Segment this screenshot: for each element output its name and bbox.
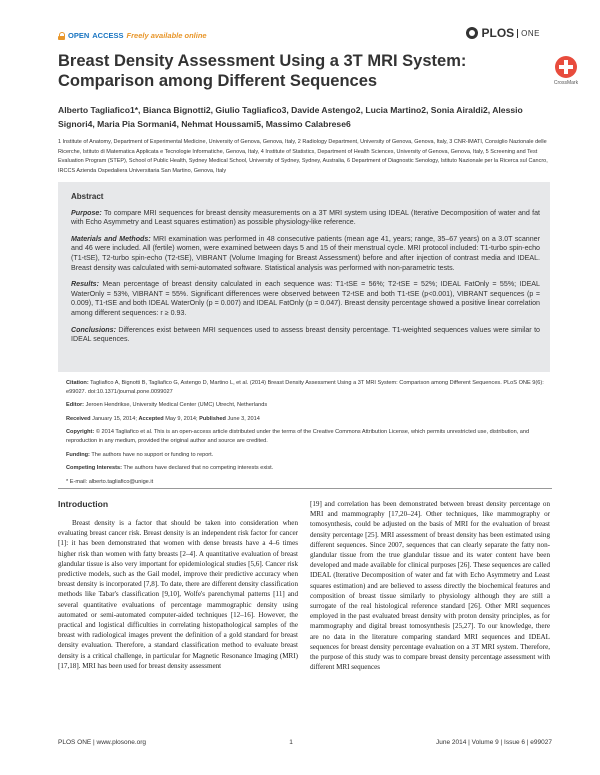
citation-label: Citation:	[66, 380, 89, 386]
article-metadata	[66, 379, 546, 491]
journal-logo	[466, 26, 540, 40]
intro-column-left: Breast density is a factor that should be taken into consideration when evaluating breast cancer risk. Breast density is an independent risk factor for cancer [1]: it has been demonstrated that women with dense breasts have a 4–6 times higher risk than women with fatty breasts [2–4]. A quantitative evaluation of breast glandular tissue is also very important for epidemiological studies [5,6]. Cancer risk predictive models, such as the Gail model, improve their predictive accuracy when breast density is incorporated [7,8]. To date, there are different density classification methods like Tabar's classification [9,10], Wolfe's parenchymal patterns [11] and several quantitative evaluations of percentage mammographic density using automated or semi-automated computer-aided techniques [12–16]. However, the practical and logistical difficulties in correlating histopathological samples of the breast with radiological images prevent the definition of a gold standard for breast density evaluation. Therefore, a standard classification method to evaluate breast density is a critical challenge, in particular for Magnetic Resonance Imaging (MRI)[17,18]. MRI has been used for breast density assessment	[58, 519, 298, 670]
author-list: Alberto Tagliafico1*, Bianca Bignotti2, Giulio Tagliafico3, Davide Astengo2, Lucia Martino2, Sonia Airaldi2, Alessio Signori4, Maria Pia Sormani4, Nehmat Houssami5, Massimo Calabrese6	[58, 105, 523, 129]
citation	[66, 379, 546, 396]
results-label: Results:	[71, 280, 99, 289]
abstract-conclusions	[71, 326, 540, 345]
editor	[66, 401, 546, 410]
conclusions-text: Differences exist between MRI sequences used to assess breast density percentage. T1-weighted sequences values were similar to IDEAL sequences.	[71, 325, 540, 344]
access-word: ACCESS	[92, 31, 124, 40]
dates	[66, 415, 546, 424]
methods-label: Materials and Methods:	[71, 234, 151, 243]
footer-journal: PLOS ONE | www.plosone.org	[58, 739, 147, 746]
funding-label: Funding:	[66, 451, 90, 458]
crossmark-icon[interactable]	[555, 56, 577, 78]
journal-name: PLOS	[481, 26, 515, 40]
affiliations: 1 Institute of Anatomy, Department of Experimental Medicine, University of Genova, Genova, Italy, 2 Radiology Department, University of Genova, Genova, Italy, 3 CNR-IMATI, Consiglio Nazionale delle Ricerche, Istituto di Matematica Applicata e Tecnologie Informatiche, Genova, Italy, 4 Institute of Statistics, Department of Health Sciences, University of Genova, Genova, Italy, 5 Screening and Test Evaluation Program (STEP), School of Public Health, Sydney Medical School, University of Sydney, Sydney, Australia, 6 Department of Diagnostic Senology, Istituto Nazionale per la Ricerca sul Cancro, IRCCS Azienda Ospedaliera Universitaria San Martino, Genova, Italy	[58, 139, 548, 174]
contact-email: * E-mail: alberto.tagliafico@unige.it	[66, 478, 154, 485]
open-access-badge	[58, 31, 207, 40]
abstract-heading: Abstract	[71, 192, 104, 201]
copyright	[66, 428, 546, 445]
copyright-label: Copyright:	[66, 429, 95, 436]
competing-text: The authors have declared that no competing interests exist.	[123, 465, 274, 472]
editor-label: Editor:	[66, 402, 85, 409]
intro-column-right: [19] and correlation has been demonstrated between breast density percentage on MRI and mammography [17,20–24]. Other techniques, like mammography or tomosynthesis, could be adjusted on the basis of MRI for the evaluation of breast density percentage [25]. MRI assessment of breast density has been estimated using different sequences. Since 2007, sequences that can clearly separate the fatty non-glandular tissue from the true glandular tissue and its water content have been developed and made available for clinical purposes [26]. These sequences are called IDEAL (Iterative Decomposition of water and fat with Echo Asymmetry and Least squares estimation) and are believed to assess directly the biochemical features and composition of breast tissue similarly to physiology although they are still a surrogate of the real histological reference standard [26]. Other MRI sequences employed in the past evaluated breast density with proton density principles, as for mammography and digital breast tomosynthesis [25,27]. To our knowledge, there are no data in the literature comparing standard MRI sequences and IDEAL sequences for breast density percentage evaluation on a 3T MRI system. Therefore, the purpose of this study was to compare breast density percentage assessment with different MRI sequences	[310, 500, 550, 672]
purpose-text: To compare MRI sequences for breast density measurements on a 3T MRI system using IDEAL (Iterative Decomposition of water and fat with Echo Asymmetry and Least squares estimation) as possible physiology-like reference.	[71, 208, 540, 227]
published-label: Published	[199, 415, 226, 422]
journal-sub: ONE	[517, 29, 540, 38]
results-text: Mean percentage of breast density calculated in each sequence was: T1-tSE = 56%; T2-tSE = 52%; IDEAL FatOnly = 55%; IDEAL WaterOnly = 53%, VIBRANT = 55%. Significant differences were observed between T2-tSE and both T1-tSE (p<0.001), VIBRANT sequences (p = 0.009), T1-tSE and both IDEAL WaterOnly (p = 0.007) and IDEAL FatOnly (p = 0.047). Breast density percentage showed a positive linear correlation among different sequences: r ≥ 0.93.	[71, 280, 540, 317]
introduction-heading: Introduction	[58, 499, 109, 509]
crossmark-badge[interactable]	[552, 56, 580, 86]
section-divider	[58, 488, 552, 489]
competing-label: Competing Interests:	[66, 465, 122, 472]
freely-available-text: Freely available online	[126, 31, 207, 40]
editor-text: Jeroen Hendrikse, University Medical Center (UMC) Utrecht, Netherlands	[85, 402, 268, 409]
crossmark-label: CrossMark	[553, 80, 579, 86]
competing-interests	[66, 464, 546, 473]
conclusions-label: Conclusions:	[71, 325, 116, 334]
plos-logo-icon	[466, 27, 478, 39]
copyright-text: © 2014 Tagliafico et al. This is an open-access article distributed under the terms of the Creative Commons Attribution License, which permits unrestricted use, distribution, and reproduction in any medium, provided the original author and source are credited.	[66, 429, 530, 444]
abstract-box	[58, 182, 550, 372]
footer-issue: June 2014 | Volume 9 | Issue 6 | e99027	[435, 739, 552, 746]
page-footer	[58, 739, 552, 746]
methods-text: MRI examination was performed in 48 consecutive patients (mean age 41, years; range, 35–67 years) on a 3.0T scanner and 46 were included. All (fertile) women, were examined between days 5 and 15 of their menstrual cycle. MRI protocol included: T1-turbo spin-echo (T1-tSE), T2-turbo spin-echo (T2-tSE), VIBRANT (Volume Imaging for Breast Assessment) before and after injection of contrast media and IDEAL. Breast density was calculated with semi-automated software. Statistical analysis was performed with non-parametric tests.	[71, 234, 540, 272]
citation-text: Tagliafico A, Bignotti B, Tagliafico G, Astengo D, Martino L, et al. (2014) Breast Density Assessment Using a 3T MRI System: Comparison among Different Sequences. PLoS ONE 9(6): e99027. doi:10.1371/journal.pone.0099027	[66, 380, 544, 395]
funding-text: The authors have no support or funding to report.	[91, 451, 214, 458]
article-title: Breast Density Assessment Using a 3T MRI System: Comparison among Different Sequences	[58, 52, 467, 90]
published-date: June 3, 2014	[227, 415, 260, 422]
accepted-label: Accepted	[138, 415, 164, 422]
page-number: 1	[289, 739, 293, 746]
open-word: OPEN	[68, 31, 90, 40]
received-date: January 15, 2014;	[92, 415, 137, 422]
received-label: Received	[66, 415, 91, 422]
funding	[66, 451, 546, 460]
abstract-methods	[71, 235, 540, 273]
abstract-purpose	[71, 209, 540, 228]
accepted-date: May 9, 2014;	[165, 415, 198, 422]
abstract-results	[71, 280, 540, 318]
open-lock-icon	[58, 32, 65, 40]
purpose-label: Purpose:	[71, 208, 102, 217]
